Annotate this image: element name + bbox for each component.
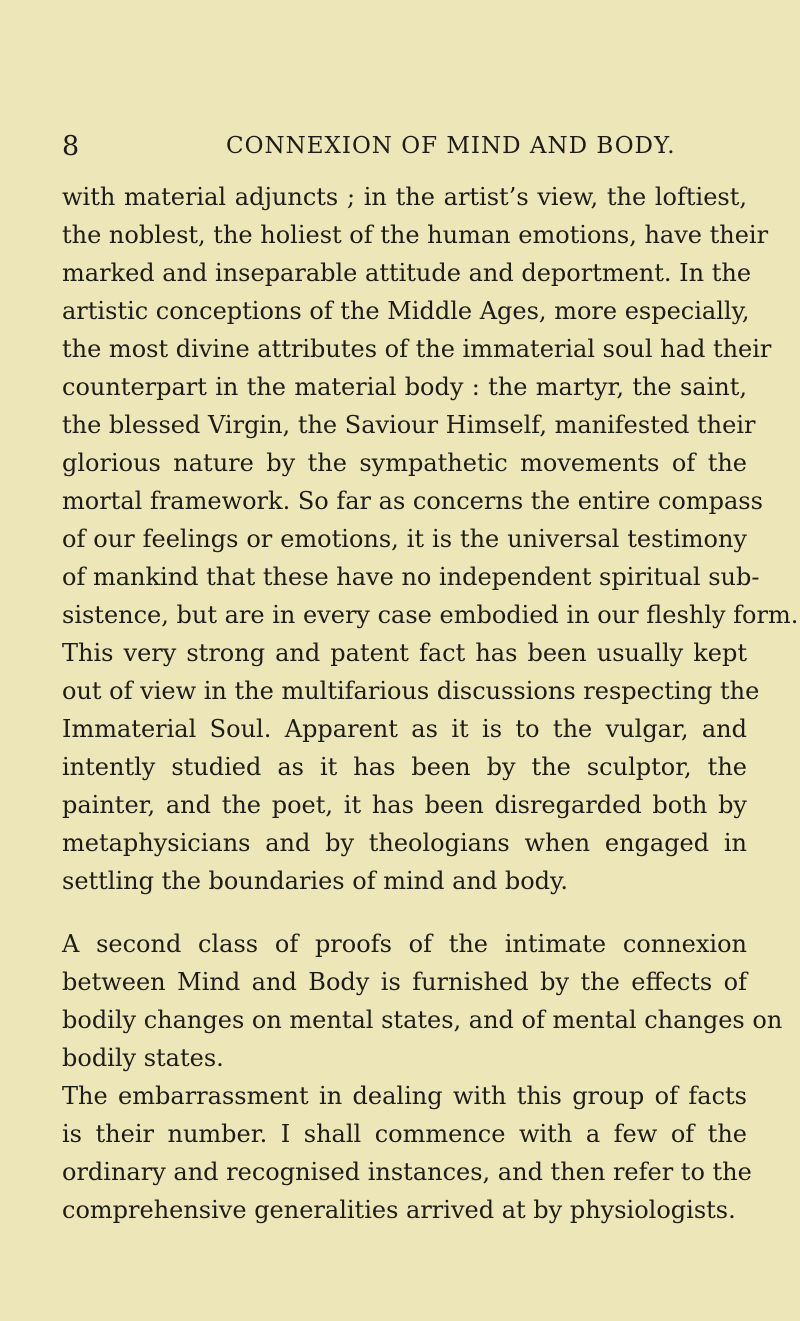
text-line: sistence, but are in every case embodied in our fleshly form. — [62, 601, 799, 629]
text-line: marked and inseparable attitude and deportment. In the — [62, 259, 752, 287]
text-line: of mankind that these have no independent spiritual sub- — [62, 563, 760, 591]
text-line: artistic conceptions of the Middle Ages, more especially, — [62, 297, 750, 325]
text-line: A second class of proofs of the intimate connexion — [62, 930, 747, 958]
text-line: settling the boundaries of mind and body. — [62, 867, 569, 895]
text-line: The embarrassment in dealing with this group of facts — [62, 1082, 747, 1110]
text-line: Immaterial Soul. Apparent as it is to the vulgar, and — [62, 715, 747, 743]
text-line: the blessed Virgin, the Saviour Himself, manifested their — [62, 411, 756, 439]
text-line: metaphysicians and by theologians when engaged in — [62, 829, 747, 857]
text-line: is their number. I shall commence with a few of the — [62, 1120, 747, 1148]
text-line: bodily states. — [62, 1044, 224, 1072]
text-line: out of view in the multifarious discussions respecting the — [62, 677, 760, 705]
running-title: CONNEXION OF MIND AND BODY. — [226, 133, 676, 159]
text-line: This very strong and patent fact has been usually kept — [62, 639, 747, 667]
text-line: comprehensive generalities arrived at by physiologists. — [62, 1196, 736, 1224]
text-line: with material adjuncts ; in the artist’s view, the loftiest, — [62, 183, 747, 211]
text-line: counterpart in the material body : the martyr, the saint, — [62, 373, 747, 401]
page-number: 8 — [62, 131, 80, 162]
text-line: intently studied as it has been by the sculptor, the — [62, 753, 747, 781]
text-line: of our feelings or emotions, it is the universal testimony — [62, 525, 747, 553]
text-line: ordinary and recognised instances, and then refer to the — [62, 1158, 752, 1186]
text-line: between Mind and Body is furnished by the effects of — [62, 968, 747, 996]
text-line: the most divine attributes of the immaterial soul had their — [62, 335, 772, 363]
text-line: painter, and the poet, it has been disregarded both by — [62, 791, 747, 819]
text-line: glorious nature by the sympathetic movements of the — [62, 449, 747, 477]
text-line: mortal framework. So far as concerns the entire compass — [62, 487, 763, 515]
text-line: bodily changes on mental states, and of mental changes on — [62, 1006, 783, 1034]
text-line: the noblest, the holiest of the human emotions, have their — [62, 221, 769, 249]
